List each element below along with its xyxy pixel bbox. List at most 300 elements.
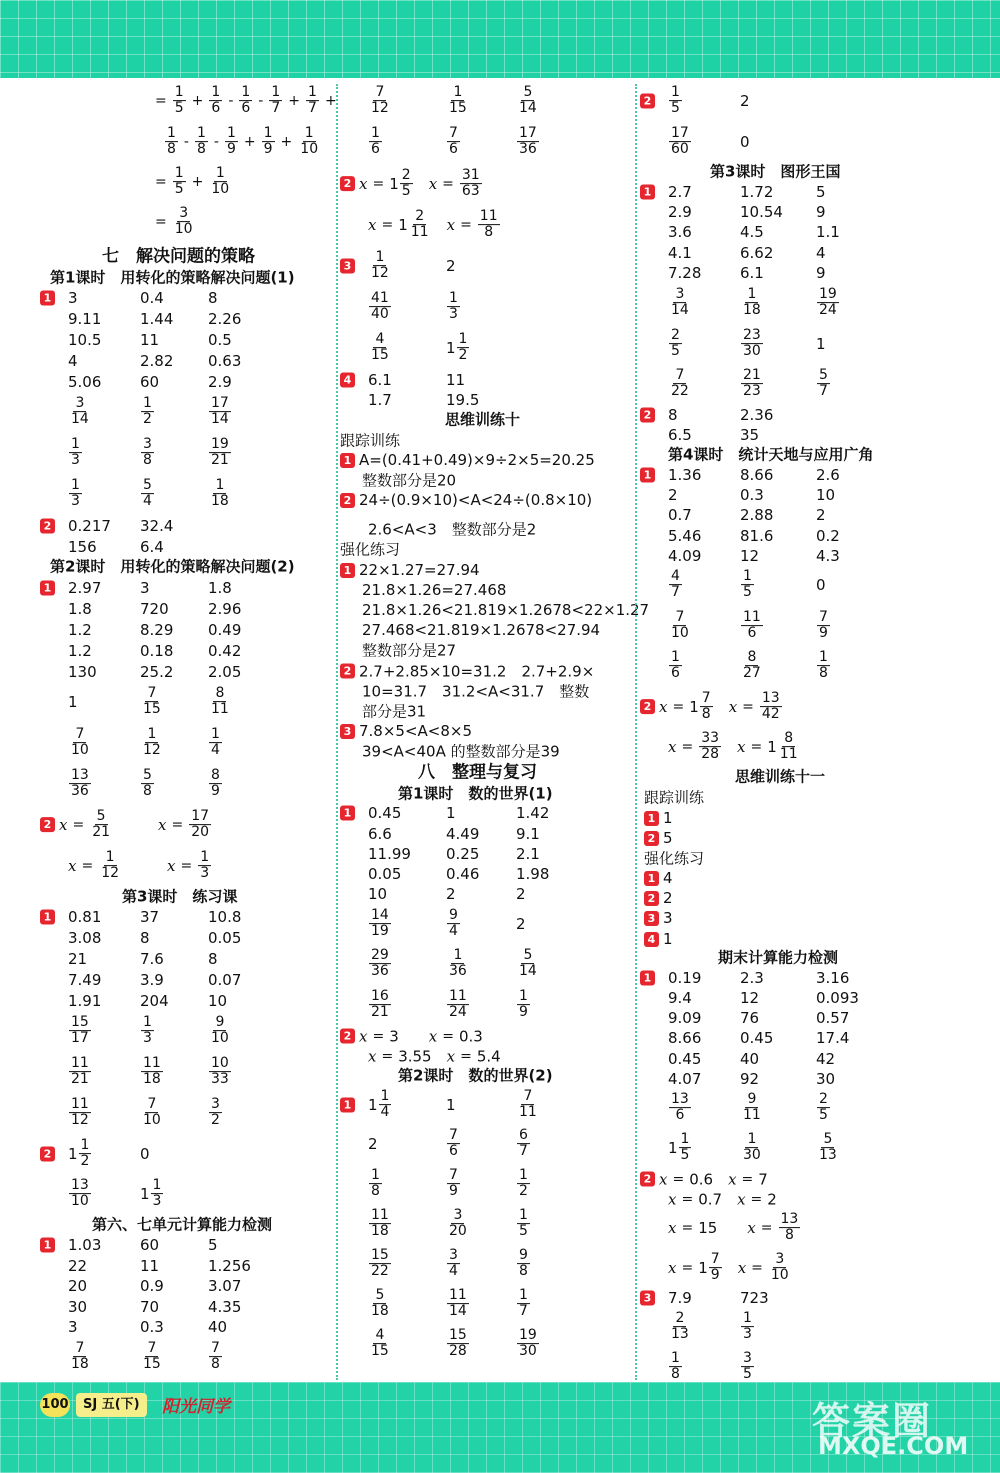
text: 70 <box>140 1298 160 1316</box>
variable-x: x <box>668 1219 677 1237</box>
answer-cell <box>208 1056 232 1088</box>
numerator: 7 <box>375 84 385 101</box>
section-title: 第1课时 数的世界(1) <box>398 784 553 803</box>
text: 8 <box>208 289 218 307</box>
answer-cell <box>208 1277 241 1295</box>
answer-cell <box>668 287 692 319</box>
numerator: 13 <box>671 1091 689 1108</box>
fraction <box>209 437 231 469</box>
question-number-badge: 1 <box>640 468 655 483</box>
badge-cell <box>640 468 659 483</box>
answer-cell <box>208 289 218 307</box>
answer-value: 27.468<21.819×1.2678<27.94 <box>362 621 601 639</box>
numerator: 1 <box>519 988 528 1005</box>
answer-cell <box>446 1248 461 1280</box>
fraction <box>457 332 470 364</box>
denominator: 15 <box>371 347 389 364</box>
answer-cell <box>140 538 164 556</box>
answer-cell <box>368 126 383 158</box>
answer-text <box>644 829 673 847</box>
equation <box>668 1252 792 1284</box>
answer-cell <box>446 1328 470 1360</box>
fraction <box>141 1015 154 1047</box>
answer-column-3 <box>640 80 940 1383</box>
question-number-badge: 2 <box>640 1172 655 1187</box>
answer-cell <box>740 92 750 110</box>
denominator: 3 <box>143 1030 152 1047</box>
denominator: 3 <box>449 306 458 323</box>
answer-cell <box>68 600 92 618</box>
denominator: 3 <box>71 493 80 510</box>
text: 9.4 <box>668 989 692 1007</box>
answer-cell <box>816 1132 840 1164</box>
text: 6.4 <box>140 538 164 556</box>
numerator: 14 <box>371 907 389 924</box>
answer-cell <box>516 126 540 158</box>
numerator: 15 <box>371 1247 389 1264</box>
text: 10 <box>368 885 388 903</box>
text: 8 <box>140 929 150 947</box>
answer-cell <box>140 478 155 510</box>
fraction <box>69 1097 91 1129</box>
fraction <box>517 1328 539 1360</box>
answer-cell <box>68 437 83 469</box>
denominator: 36 <box>519 141 537 158</box>
text: 0.2 <box>816 527 840 545</box>
denominator: 13 <box>819 1147 837 1164</box>
text: 1.8 <box>208 579 232 597</box>
answer-cell <box>740 203 783 221</box>
watermark-logo: 答案圈 <box>812 1399 933 1443</box>
fraction <box>69 1178 91 1210</box>
denominator: 18 <box>143 1071 161 1088</box>
answer-value: 2.6<A<3 整数部分是2 <box>368 520 537 539</box>
answer-value: 部分是31 <box>362 702 427 721</box>
answer-value: 跟踪训练 <box>340 431 401 450</box>
fraction <box>760 691 782 723</box>
fraction <box>369 1288 391 1320</box>
answer-cell <box>516 1208 531 1240</box>
text: 0.49 <box>208 621 242 639</box>
answer-cell <box>516 1089 540 1121</box>
answer-cell <box>740 1289 769 1307</box>
answer-cell <box>140 1298 159 1316</box>
question-number-badge: 2 <box>340 493 355 508</box>
denominator: 5 <box>671 100 680 117</box>
question-number-badge: 1 <box>340 806 355 821</box>
answer-cell <box>368 989 392 1021</box>
denominator: 4 <box>380 1104 390 1121</box>
answer-cell <box>368 1288 392 1320</box>
fraction <box>90 809 112 841</box>
denominator: 9 <box>211 783 220 800</box>
question-number-badge: 2 <box>644 831 659 846</box>
answer-cell <box>68 373 101 391</box>
numerator: 1 <box>458 331 468 348</box>
denominator: 20 <box>449 1223 467 1240</box>
text: 10.8 <box>208 908 242 926</box>
equals-sign: = <box>442 1028 454 1044</box>
numerator: 7 <box>675 609 685 626</box>
equation <box>668 1189 777 1210</box>
fraction <box>298 126 320 158</box>
denominator: 5 <box>174 181 184 198</box>
text: 2.6 <box>816 466 840 484</box>
numerator: 19 <box>819 286 837 303</box>
fraction <box>209 1056 231 1088</box>
fraction <box>817 1132 839 1164</box>
answer-cell <box>668 244 692 262</box>
answer-cell <box>516 1248 531 1280</box>
column-divider <box>635 84 637 1380</box>
fraction <box>447 1128 460 1160</box>
text <box>723 1258 738 1279</box>
fraction <box>141 1097 163 1129</box>
fraction <box>209 478 231 510</box>
numerator: 3 <box>211 1096 220 1113</box>
denominator: 63 <box>461 183 480 200</box>
denominator: 6 <box>211 100 221 117</box>
answer-cell <box>446 291 461 323</box>
answer-cell <box>668 1351 683 1383</box>
text: 2 <box>516 885 526 903</box>
answer-cell <box>740 486 764 504</box>
question-number-badge: 1 <box>640 971 655 986</box>
answer-cell <box>140 1277 164 1295</box>
fraction <box>99 850 121 882</box>
question-number-badge: 3 <box>340 259 355 274</box>
denominator: 9 <box>263 141 273 158</box>
denominator: 11 <box>779 746 798 763</box>
equals-sign: = <box>81 858 94 874</box>
question-number-badge: 2 <box>640 94 655 109</box>
numerator: 1 <box>200 849 210 866</box>
answer-cell <box>68 396 92 428</box>
fraction <box>447 1168 460 1200</box>
answer-cell <box>68 621 92 639</box>
answer-cell <box>668 610 692 642</box>
badge-cell <box>340 1098 359 1113</box>
answer-cell <box>140 1318 164 1336</box>
fraction <box>741 1351 754 1383</box>
text: 0.57 <box>816 1009 850 1027</box>
equation <box>68 850 212 882</box>
fraction <box>173 166 186 198</box>
answer-cell <box>740 368 764 400</box>
numerator: 2 <box>671 327 680 344</box>
equals-sign: = <box>751 1260 763 1276</box>
text: 10.5 <box>68 331 102 349</box>
numerator: 11 <box>71 1096 89 1113</box>
fraction <box>209 1015 231 1047</box>
equals-sign: = <box>750 739 763 755</box>
badge-cell <box>40 519 59 534</box>
denominator: 12 <box>71 1112 89 1129</box>
numerator: 5 <box>375 1287 385 1304</box>
answer-value: 7.8×5<A<8×5 <box>359 722 473 740</box>
fraction <box>741 650 763 682</box>
question-number-badge: 3 <box>340 724 355 739</box>
numerator: 8 <box>211 767 220 784</box>
answer-cell <box>68 693 78 711</box>
answer-cell <box>446 332 470 364</box>
numerator: 13 <box>71 767 89 784</box>
text: 30 <box>816 1070 836 1088</box>
variable-x: x <box>728 1170 737 1188</box>
answer-text <box>340 451 595 469</box>
answer-cell <box>516 989 531 1021</box>
denominator: 8 <box>211 1356 220 1373</box>
equation <box>640 691 783 723</box>
answer-cell <box>740 1050 759 1068</box>
text: 7.28 <box>668 264 702 282</box>
answer-cell <box>446 865 479 883</box>
denominator: 11 <box>519 1104 537 1121</box>
denominator: 2 <box>143 411 152 428</box>
answer-cell <box>668 1132 692 1164</box>
answer-cell <box>668 569 683 601</box>
numerator: 1 <box>215 165 225 182</box>
text: 0.05 <box>368 865 402 883</box>
question-number-badge: 1 <box>644 811 659 826</box>
text: 723 <box>740 1289 769 1307</box>
denominator: 6 <box>449 1143 458 1160</box>
numerator: 3 <box>75 395 85 412</box>
operator: = <box>155 174 167 190</box>
denominator: 24 <box>449 1004 467 1021</box>
numerator: 7 <box>710 1251 720 1268</box>
text: 9.1 <box>516 825 540 843</box>
answer-cell <box>816 264 826 282</box>
answer-cell <box>516 865 549 883</box>
denominator: 30 <box>743 343 761 360</box>
badge-cell <box>40 1147 59 1162</box>
denominator: 13 <box>671 1326 689 1343</box>
denominator: 10 <box>211 1030 229 1047</box>
fraction <box>669 328 682 360</box>
numerator: 1 <box>174 84 184 101</box>
operator: - <box>228 93 234 109</box>
fraction <box>517 1288 530 1320</box>
answer-text <box>644 848 704 869</box>
answer-cell <box>208 621 241 639</box>
answer-cell <box>208 929 241 947</box>
fraction <box>517 1248 530 1280</box>
denominator: 42 <box>761 706 780 723</box>
numerator: 5 <box>523 84 533 101</box>
denominator: 11 <box>743 1107 761 1124</box>
numerator: 7 <box>449 125 458 142</box>
answer-cell <box>68 1298 87 1316</box>
denominator: 7 <box>519 1303 528 1320</box>
answer-cell <box>68 971 101 989</box>
answer-value: 强化练习 <box>340 540 401 559</box>
text: 2 <box>368 1135 378 1153</box>
text: 0.25 <box>446 845 480 863</box>
text: 204 <box>140 992 169 1010</box>
text: 1 <box>140 1185 150 1203</box>
answer-cell <box>740 506 773 524</box>
text: 8.66 <box>668 1029 702 1047</box>
fraction <box>369 291 391 323</box>
numerator: 1 <box>449 290 458 307</box>
badge-cell <box>40 581 59 596</box>
text: 0.81 <box>68 908 102 926</box>
numerator: 1 <box>143 1014 152 1031</box>
answer-cell <box>368 885 387 903</box>
answer-cell <box>68 538 97 556</box>
fraction <box>669 126 691 158</box>
denominator: 27 <box>743 665 761 682</box>
text: 42 <box>816 1050 836 1068</box>
section-title: 八 整理与复习 <box>418 762 537 783</box>
answer-cell <box>208 600 241 618</box>
numerator: 7 <box>147 1096 157 1113</box>
text: 4.09 <box>668 547 702 565</box>
answer-cell <box>740 547 759 565</box>
answer-cell <box>816 466 840 484</box>
fraction <box>517 85 539 117</box>
text: 11 <box>446 371 466 389</box>
numerator: 1 <box>308 84 317 101</box>
text: 1 <box>68 1145 78 1163</box>
denominator: 9 <box>710 1267 720 1284</box>
variable-x: x <box>68 857 77 875</box>
answer-cell <box>740 466 773 484</box>
numerator: 1 <box>747 286 757 303</box>
fraction <box>173 206 195 238</box>
fraction <box>141 727 163 759</box>
fraction <box>369 332 391 364</box>
fraction <box>517 1168 530 1200</box>
numerator: 15 <box>71 1014 89 1031</box>
denominator: 2 <box>519 1183 528 1200</box>
answer-cell <box>140 686 164 718</box>
denominator: 14 <box>519 963 537 980</box>
answer-cell <box>446 1168 461 1200</box>
text: 1.1 <box>816 223 840 241</box>
text: 1.7 <box>368 391 392 409</box>
text: 92 <box>740 1070 760 1088</box>
numerator: 1 <box>304 125 314 142</box>
fraction <box>669 1092 691 1124</box>
fraction <box>69 768 91 800</box>
text: 7.49 <box>68 971 102 989</box>
answer-cell <box>140 971 164 989</box>
answer-cell <box>68 1015 92 1047</box>
answer-cell <box>68 1097 92 1129</box>
denominator: 15 <box>371 1343 389 1360</box>
text: 9 <box>816 203 826 221</box>
answer-cell <box>140 289 164 307</box>
badge-cell <box>640 408 659 423</box>
fraction <box>369 1168 382 1200</box>
fraction <box>379 1089 392 1121</box>
fraction <box>369 908 391 940</box>
text: 3.08 <box>68 929 102 947</box>
answer-cell <box>446 885 456 903</box>
fraction <box>195 126 208 158</box>
equation <box>340 1026 483 1047</box>
text: 0.05 <box>208 929 242 947</box>
answer-cell <box>740 244 773 262</box>
page-number: 100 <box>40 1393 70 1417</box>
answer-value: A=(0.41+0.49)×9÷2×5=20.25 <box>359 451 595 469</box>
fraction <box>669 569 682 601</box>
equals-sign: = <box>681 1260 694 1276</box>
denominator: 8 <box>701 706 711 723</box>
text: 2 <box>446 885 456 903</box>
answer-cell <box>68 1236 101 1254</box>
numerator: 7 <box>449 1127 458 1144</box>
text <box>113 815 158 836</box>
answer-value: 39<A<40A 的整数部分是39 <box>362 742 560 761</box>
variable-x: x <box>368 1047 377 1065</box>
text: 5 <box>816 183 826 201</box>
numerator: 11 <box>479 208 498 225</box>
answer-cell <box>668 989 692 1007</box>
badge-cell <box>40 291 59 306</box>
numerator: 5 <box>523 947 533 964</box>
fraction <box>209 1341 222 1373</box>
denominator: 6 <box>747 625 757 642</box>
answer-cell <box>368 291 392 323</box>
answer-text <box>340 661 594 682</box>
answer-cell <box>816 1070 835 1088</box>
numerator: 1 <box>71 436 80 453</box>
numerator: 3 <box>143 436 152 453</box>
fraction <box>741 368 763 400</box>
denominator: 18 <box>371 1223 389 1240</box>
section-title: 第六、七单元计算能力检测 <box>92 1215 273 1234</box>
numerator: 1 <box>143 395 152 412</box>
text: 10 <box>816 486 836 504</box>
variable-x: x <box>359 175 368 193</box>
numerator: 5 <box>819 367 828 384</box>
fraction <box>209 1097 222 1129</box>
badge-cell <box>640 1291 659 1306</box>
variable-x: x <box>747 1219 756 1237</box>
text: 2 <box>446 257 456 275</box>
denominator: 36 <box>449 963 467 980</box>
equals-sign: = <box>381 1048 394 1064</box>
numerator: 3 <box>675 286 685 303</box>
answer-text <box>362 701 426 722</box>
numerator: 8 <box>215 685 225 702</box>
text: 2 <box>740 92 750 110</box>
fraction <box>447 291 460 323</box>
denominator: 10 <box>174 221 193 238</box>
operator: - <box>258 93 264 109</box>
question-number-badge: 2 <box>640 700 655 715</box>
answer-cell <box>140 396 155 428</box>
answer-cell <box>68 331 101 349</box>
text: 8 <box>208 950 218 968</box>
answer-cell <box>368 85 392 117</box>
answer-cell <box>208 992 227 1010</box>
numerator: 11 <box>449 1287 467 1304</box>
denominator: 5 <box>174 100 184 117</box>
numerator: 7 <box>75 1340 85 1357</box>
fraction <box>447 1208 469 1240</box>
answer-cell <box>816 223 840 241</box>
text: 2.88 <box>740 506 774 524</box>
denominator: 12 <box>371 100 389 117</box>
text: 40 <box>740 1050 760 1068</box>
denominator: 28 <box>449 1343 467 1360</box>
fraction <box>517 948 539 980</box>
denominator: 15 <box>143 1356 161 1373</box>
